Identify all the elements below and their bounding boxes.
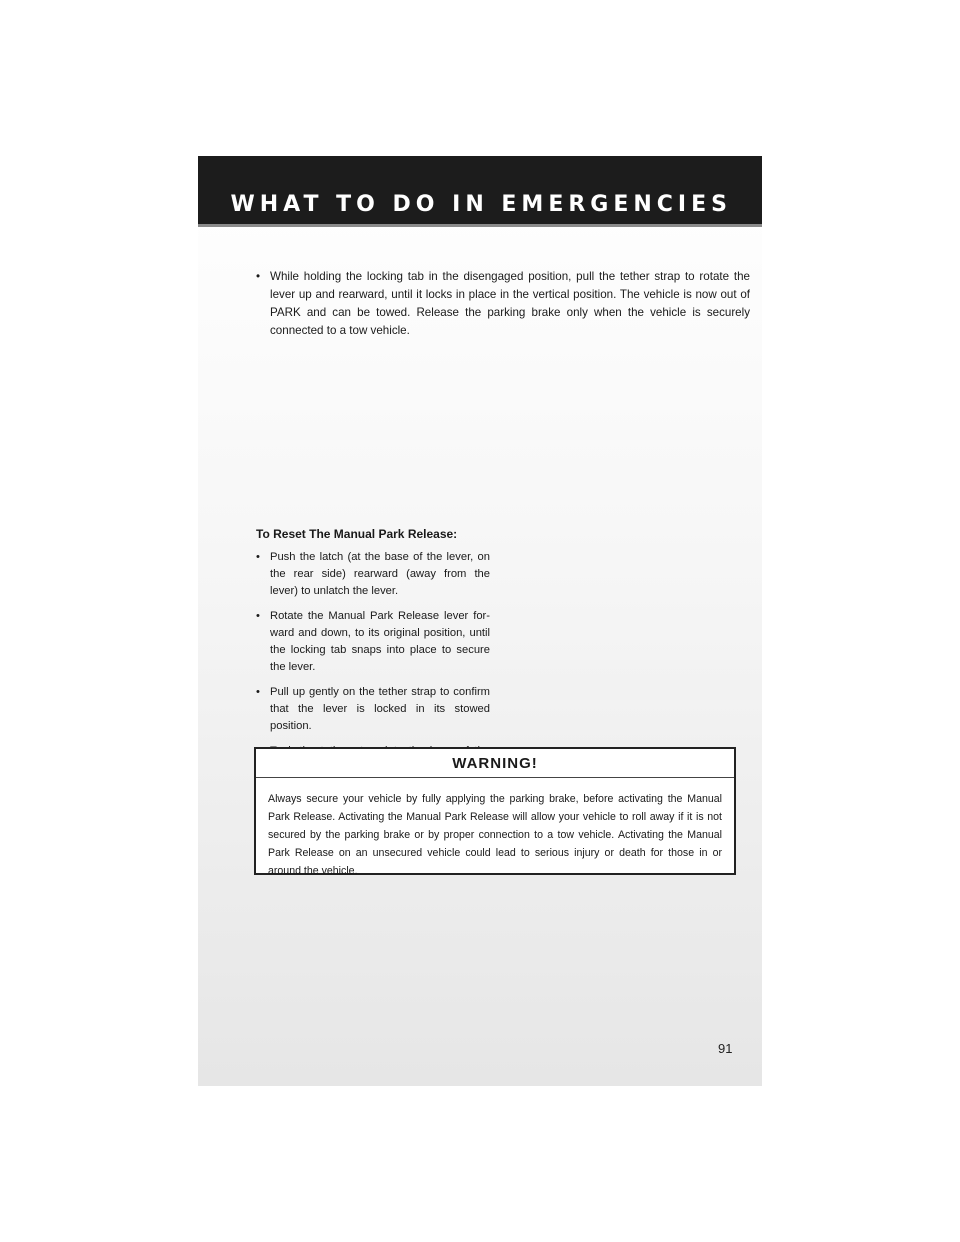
list-item <box>256 608 490 676</box>
list-item-text: Push the latch (at the base of the lever, on the rear side) rearward (away from the lever) to unlatch the lever. <box>270 551 490 597</box>
intro-bullet <box>256 268 750 340</box>
warning-title: WARNING! <box>452 755 538 772</box>
list-item-text: Rotate the Manual Park Release lever for-ward and down, to its original position, until the locking tab snaps into place to secure the lever. <box>270 610 490 673</box>
section-title: WHAT TO DO IN EMERGENCIES <box>230 192 732 217</box>
warning-box <box>254 747 736 875</box>
list-item <box>256 549 490 600</box>
header-divider <box>198 224 762 227</box>
list-item <box>256 684 490 735</box>
bullet-marker: • <box>256 270 261 283</box>
bullet-marker: • <box>256 551 260 563</box>
reset-heading: To Reset The Manual Park Release: <box>256 527 458 541</box>
bullet-marker: • <box>256 686 260 698</box>
list-item-text: Pull up gently on the tether strap to confirm that the lever is locked in its stowed position. <box>270 686 490 732</box>
section-header <box>198 156 762 224</box>
bullet-marker: • <box>256 610 260 622</box>
page-number: 91 <box>718 1041 733 1056</box>
warning-text: Always secure your vehicle by fully applying the parking brake, before activating the Manual Park Release. Activating the Manual Park Release will allow your vehicle to roll away if it is not secured by the parking brake or by proper connection to a tow vehicle. Activating the Manual Park Release on an unsecured vehicle could lead to serious injury or death for those in or around the vehicle. <box>268 793 722 877</box>
intro-bullet-text: While holding the locking tab in the disengaged position, pull the tether strap to rotate the lever up and rearward, until it locks in place in the vertical position. The vehicle is now out of PARK and can be towed. Release the parking brake only when the vehicle is securely connected to a tow vehicle. <box>270 270 750 337</box>
